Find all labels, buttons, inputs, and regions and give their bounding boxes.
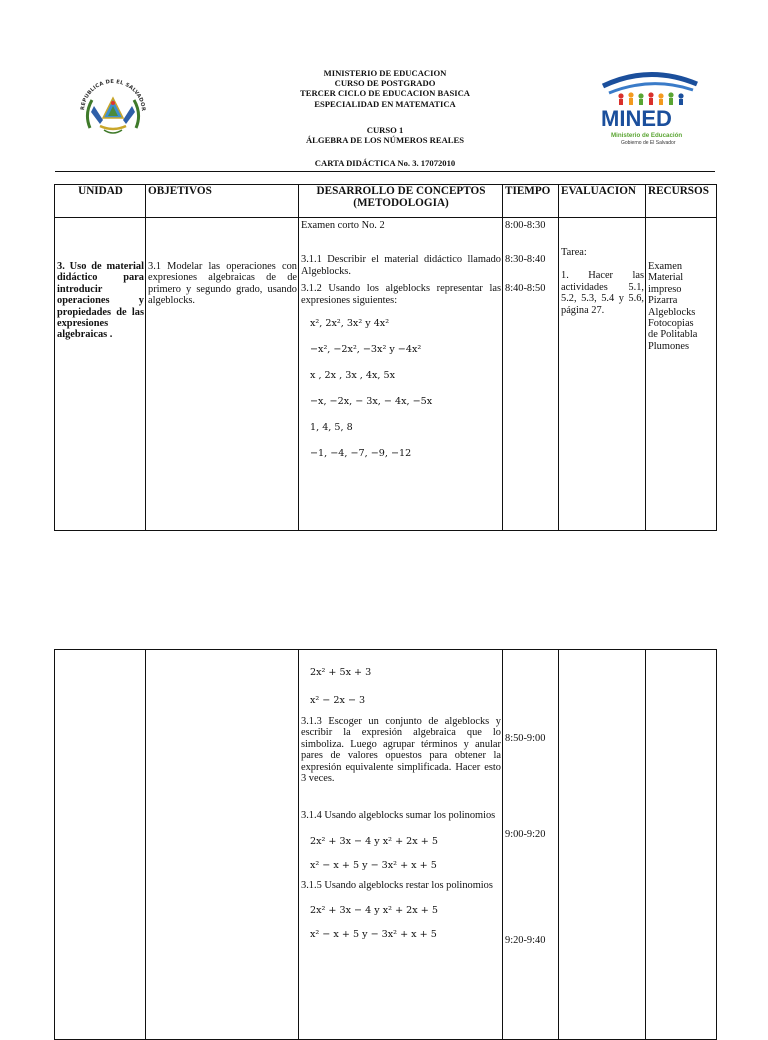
logo-line1: Ministerio de Educación [611,132,683,139]
tiempo-value: 9:00-9:20 [505,829,546,841]
seal-ring-text: REPUBLICA DE EL SALVADOR [80,78,147,112]
header-line-ministry: MINISTERIO DE EDUCACION [323,68,447,78]
math-line: −1, −4, −7, −9, −12 [310,448,412,460]
document-header [250,68,520,109]
tiempo-value: 8:50-9:00 [505,733,546,744]
math-line: x² − 2x − 3 [310,695,366,706]
cell-recursos [646,650,717,1040]
tiempo-value: 8:00-8:30 [505,220,546,231]
math-line: 1, 4, 5, 8 [310,422,353,434]
tarea-label: Tarea: [561,247,587,258]
math-line: x² − x + 5 y − 3x² + x + 5 [310,859,437,871]
logo-line2: Gobierno de El Salvador [621,140,676,146]
math-line: −x², −2x², −3x² y −4x² [310,344,422,356]
cell-unidad [55,218,146,531]
cell-unidad [55,650,146,1040]
recurso-item: Material impreso [648,272,684,295]
svg-text:REPUBLICA DE EL SALVADOR EN LA [70,76,146,111]
carta-table-1 [54,184,717,531]
examen-text: Examen corto No. 2 [301,220,385,231]
recurso-item: Algeblocks [648,306,696,318]
math-line: −x, −2x, − 3x, − 4x, −5x [310,396,433,408]
header-line-specialty: ESPECIALIDAD EN MATEMATICA [314,98,456,109]
cell-objetivos [146,650,299,1040]
cell-recursos [646,218,717,531]
header-line-cycle: TERCER CICLO DE EDUCACION BASICA [300,88,470,99]
paragraph-3-1-1: 3.1.1 Describir el material didáctico llamado Algeblocks. [301,254,501,277]
logo-brand: MINED [601,106,672,131]
carta-didactica: CARTA DIDÁCTICA No. 3. 17072010 [314,158,456,168]
col-header-objetivos: OBJETIVOS [146,185,299,218]
recurso-item: Examen [648,261,683,272]
col-header-tiempo: TIEMPO [503,185,559,218]
tiempo-value: 8:40-8:50 [505,282,546,294]
cell-evaluacion [559,650,646,1040]
col-header-recursos: RECURSOS [646,185,717,218]
math-line: 2x² + 3x − 4 y x² + 2x + 5 [310,835,438,847]
col-header-evaluacion: EVALUACION [559,185,646,218]
tiempo-value: 9:20-9:40 [505,934,546,946]
recurso-item: de Politabla [648,329,698,341]
math-line: x² − x + 5 y − 3x² + x + 5 [310,929,437,941]
mined-logo [597,66,713,148]
tarea-text: 1. Hacer las actividades 5.1, 5.2, 5.3, 5.4 y 5.6, página 27. [561,270,644,316]
cell-desarrollo [299,650,503,1040]
recurso-item: Plumones [648,340,689,352]
tiempo-value: 8:30-8:40 [505,254,546,266]
unidad-text: 3. Uso de material didáctico para introducir operaciones y propiedades de las expresiones algebraicas . [57,261,144,341]
carta-table-2 [54,649,717,1040]
math-line: x², 2x², 3x² y 4x² [310,318,390,330]
table-row [55,650,717,1040]
recurso-item: Pizarra [648,295,678,307]
course-info [250,125,520,145]
coat-of-arms-seal [70,76,156,142]
math-line: 2x² + 3x − 4 y x² + 2x + 5 [310,905,438,917]
table-row [55,218,717,531]
cell-objetivos [146,218,299,531]
course-number: CURSO 1 [366,125,404,135]
header-line-course-type: CURSO DE POSTGRADO [334,78,436,89]
cell-tiempo [503,650,559,1040]
cell-desarrollo [299,218,503,531]
cell-evaluacion [559,218,646,531]
paragraph-3-1-5: 3.1.5 Usando algeblocks restar los polinomios [301,879,493,891]
col-header-unidad: UNIDAD [55,185,146,218]
math-line: x , 2x , 3x , 4x, 5x [310,370,396,382]
recurso-item: Fotocopias [648,318,694,330]
paragraph-3-1-3: 3.1.3 Escoger un conjunto de algeblocks y escribir la expresión algebraica que lo simboliza. Luego agrupar términos y anular pares de valores opuestos para obtener la expresión equivalente simplificada. Hacer esto 3 veces. [301,716,501,785]
header-rule [55,171,715,172]
math-line: 2x² + 5x + 3 [310,667,372,678]
col-header-desarrollo: DESARROLLO DE CONCEPTOS (METODOLOGIA) [299,185,503,218]
paragraph-3-1-2: 3.1.2 Usando los algeblocks representar las expresiones siguientes: [301,283,501,306]
paragraph-3-1-4: 3.1.4 Usando algeblocks sumar los polinomios [301,810,496,822]
table-header-row [55,185,717,218]
cell-tiempo [503,218,559,531]
objetivo-text: 3.1 Modelar las operaciones con expresiones algebraicas de de primero y segundo grado, usando algeblocks. [148,261,297,307]
course-title: ÁLGEBRA DE LOS NÚMEROS REALES [305,135,465,146]
